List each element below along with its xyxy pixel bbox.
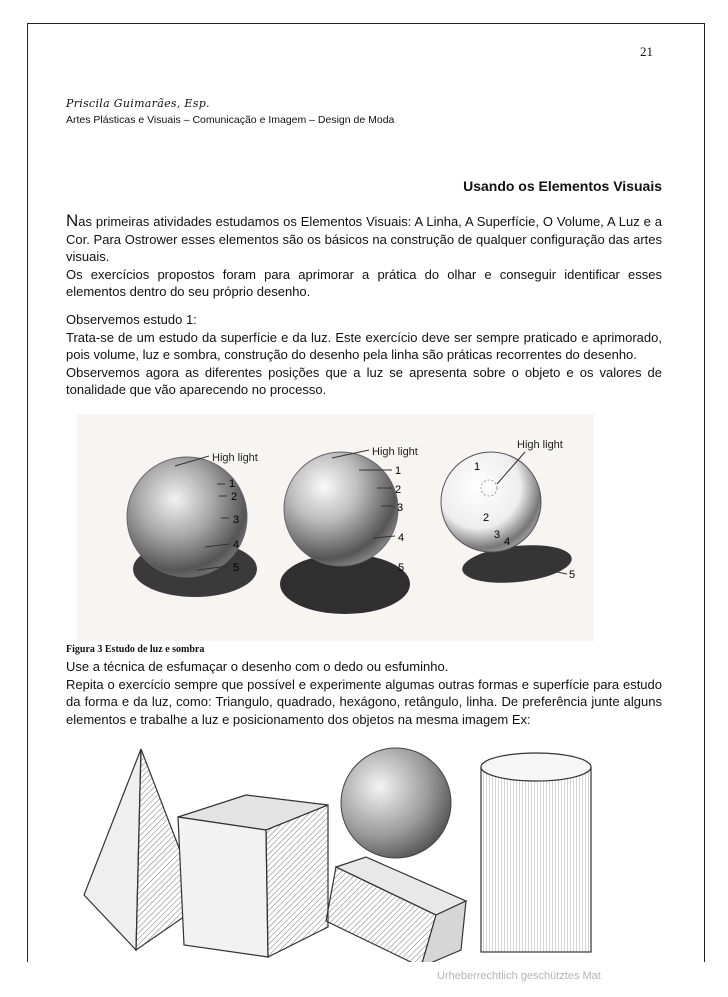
label-1c: 1 [474,461,481,473]
label-5a: 5 [233,562,240,574]
geometric-solids-figure [66,745,638,967]
highlight-label-2: High light [372,446,418,458]
label-4b: 4 [398,532,405,544]
copyright-watermark: Urheberrechtlich geschütztes Mat [437,970,601,982]
label-5c: 5 [569,569,576,581]
study-text: Trata-se de um estudo da superfície e da luz. Este exercício deve ser sempre praticado e aprimorado, pois volume, luz e sombra, construção do desenho pela linha são práticas recorrentes do desenho. [66,329,662,362]
paragraph-study [66,311,662,399]
cube [178,795,328,957]
paragraph-intro-text: as primeiras atividades estudamos os Elementos Visuais: A Linha, A Superfície, O Volume, A Luz e a Cor. Para Ostrower esses elementos são os básicos na construção de qualquer configuração das artes visuais. [66,214,662,264]
rectangular-prism [326,857,466,967]
label-1a: 1 [229,478,236,490]
highlight-label-3: High light [517,439,563,451]
section-title: Usando os Elementos Visuais [463,178,662,194]
light-positions-text: Observemos agora as diferentes posições que a luz se apresenta sobre o objeto e os valores de tonalidade que vão aparecendo no processo. [66,364,662,397]
bottom-margin [27,962,705,982]
label-1b: 1 [395,465,402,477]
drop-cap: N [66,211,79,230]
technique-text: Use a técnica de esfumaçar o desenho com o dedo ou esfuminho. [66,659,449,674]
paragraph-intro [66,212,662,301]
sphere-two [280,446,418,614]
repeat-exercise-text: Repita o exercício sempre que possível e experimente algumas outras formas e superfície para estudo da forma e da luz, como: Triangulo, quadrado, hexágono, retângulo, linha. De preferência junte alguns elementos e trabalhe a luz e posicionamento dos objetos na mesma imagem Ex: [66,676,662,727]
sphere-three [441,439,575,588]
author-name: Priscila Guimarães, Esp. [66,97,210,110]
label-3c: 3 [494,529,501,541]
paragraph-exercises: Os exercícios propostos foram para aprimorar a prática do olhar e conseguir identificar esses elementos dentro do seu próprio desenho. [66,266,662,299]
figure-caption: Figura 3 Estudo de luz e sombra [66,644,205,655]
label-2c: 2 [483,512,490,524]
sphere [341,748,451,858]
label-2a: 2 [231,491,238,503]
cylinder [481,753,591,952]
label-2b: 2 [395,484,402,496]
highlight-label-1: High light [212,452,258,464]
label-3b: 3 [397,502,404,514]
light-shadow-figure [77,414,594,641]
label-3a: 3 [233,514,240,526]
page-number: 21 [640,44,653,59]
label-4c: 4 [504,536,511,548]
course-title: Artes Plásticas e Visuais – Comunicação e Imagem – Design de Moda [66,114,395,126]
study-heading: Observemos estudo 1: [66,312,197,327]
label-5b: 5 [398,562,405,574]
sphere-one [127,452,258,597]
paragraph-technique [66,658,662,728]
label-4a: 4 [233,539,240,551]
